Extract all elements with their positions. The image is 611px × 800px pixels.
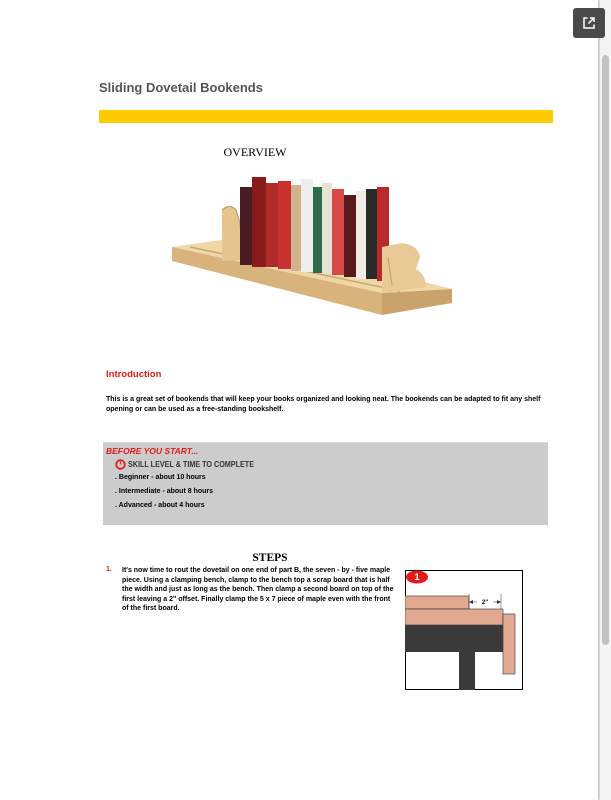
bookends-photo — [170, 165, 460, 325]
skill-level-row — [115, 459, 268, 470]
steps-heading: STEPS — [252, 552, 288, 564]
diagram-dimension-label: 2" — [481, 600, 489, 606]
title-underline-bar — [99, 110, 553, 123]
before-you-start-heading: BEFORE YOU START... — [106, 446, 199, 456]
level-intermediate: . Intermediate - about 8 hours — [115, 488, 214, 495]
scrollbar-thumb[interactable] — [602, 55, 609, 645]
skill-level-label: SKILL LEVEL & TIME TO COMPLETE — [128, 460, 255, 469]
before-you-start-box — [103, 442, 548, 525]
overview-heading: OVERVIEW — [223, 145, 287, 159]
popout-button[interactable] — [573, 8, 605, 38]
level-beginner: . Beginner - about 10 hours — [115, 474, 206, 481]
introduction-text: This is a great set of bookends that will keep your books organized and looking neat. The bookends can be adapted to fit any shelf opening or can be used as a free-standing bookshelf. — [106, 396, 541, 413]
introduction-heading: Introduction — [106, 369, 162, 380]
step-text: It's now time to rout the dovetail on one end of part B, the seven - by - five maple piece. Using a clamping bench, clamp to the bench top a scrap board that is half the width and just as long as the bench. Then clamp a second board on top of the first leaving a 2" offset. Finally clamp the 5 x 7 piece of maple even with the front of the first board. — [122, 567, 394, 612]
diagram-badge: 1 — [414, 572, 420, 582]
external-link-icon — [582, 16, 596, 30]
step-number: 1. — [106, 566, 112, 573]
clock-icon — [115, 459, 126, 470]
step-diagram — [405, 570, 523, 690]
level-advanced: . Advanced - about 4 hours — [115, 502, 205, 509]
document-title: Sliding Dovetail Bookends — [99, 80, 263, 95]
